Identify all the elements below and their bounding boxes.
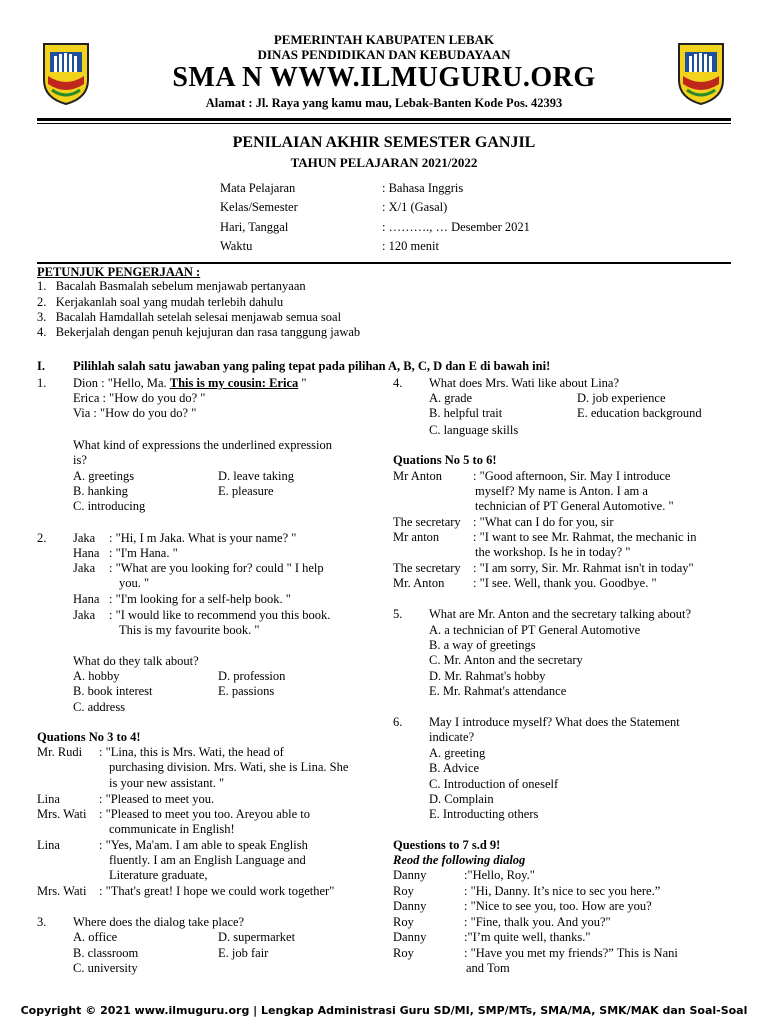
questions-heading: Questions to 7 s.d 9! <box>393 838 501 852</box>
dialog-line: : "Have you met my friends?” This is Nani <box>464 946 678 960</box>
instruction-item: 2. Kerjakanlah soal yang mudah terlebih dahulu <box>37 295 284 309</box>
question-text: May I introduce myself? What does the Statement <box>429 715 680 729</box>
option-d: D. Complain <box>429 792 494 806</box>
speaker: Mr anton <box>393 530 440 544</box>
dialog-line: you. " <box>119 576 150 590</box>
dialog-line: : "I see. Well, thank you. Goodbye. " <box>473 576 657 590</box>
section-number: I. <box>37 359 45 373</box>
speaker: Mr Anton <box>393 469 442 483</box>
meta-subject: Mata Pelajaran : Bahasa Inggris <box>220 181 464 195</box>
option-e: E. pleasure <box>218 484 274 498</box>
option-d: D. leave taking <box>218 469 295 483</box>
question-text: What does Mrs. Wati like about Lina? <box>429 376 620 390</box>
question-number: 1. <box>37 376 47 390</box>
dialog-line: purchasing division. Mrs. Wati, she is Lina. She <box>109 760 349 774</box>
option-b: B. classroom <box>73 946 139 960</box>
question-number: 5. <box>393 607 403 621</box>
meta-date: Hari, Tanggal : ………., … Desember 2021 <box>220 220 530 234</box>
dialog-line: : "What can I do for you, sir <box>473 515 614 529</box>
question-number: 3. <box>37 915 47 929</box>
dialog-line: Dion : "Hello, Ma. This is my cousin: Erica " <box>73 376 307 390</box>
questions-heading: Quations No 3 to 4! <box>37 730 141 744</box>
instructions-title: PETUNJUK PENGERJAAN : <box>37 265 201 279</box>
dialog-line: : "I'm looking for a self-help book. " <box>109 592 291 606</box>
option-e: E. Mr. Rahmat's attendance <box>429 684 567 698</box>
dialog-line: : "Hi, I m Jaka. What is your name? " <box>109 531 297 545</box>
speaker: Mr. Anton <box>393 576 445 590</box>
option-c: C. Mr. Anton and the secretary <box>429 653 583 667</box>
dept-name: DINAS PENDIDIKAN DAN KEBUDAYAAN <box>257 47 511 62</box>
question-text: indicate? <box>429 730 475 744</box>
option-d: D. profession <box>218 669 286 683</box>
question-text: is? <box>73 453 87 467</box>
dialog-line: is your new assistant. " <box>109 776 225 790</box>
dialog-line: : "Hi, Danny. It’s nice to sec you here.” <box>464 884 661 898</box>
header-rule-thin <box>37 123 731 124</box>
dialog-line: :"Hello, Roy." <box>464 868 535 882</box>
dialog-line: :"I’m quite well, thanks." <box>464 930 591 944</box>
dialog-line: : "I'm Hana. " <box>109 546 178 560</box>
option-d: D. supermarket <box>218 930 296 944</box>
reading-instruction: Reod the following dialog <box>393 853 526 867</box>
question-number: 6. <box>393 715 403 729</box>
dialog-line: myself? My name is Anton. I am a <box>475 484 648 498</box>
speaker: Jaka <box>73 561 96 575</box>
dialog-line: Erica : "How do you do? " <box>73 391 206 405</box>
instruction-item: 4. Bekerjalah dengan penuh kejujuran dan rasa tanggung jawab <box>37 325 361 339</box>
question-text: What kind of expressions the underlined expression <box>73 438 332 452</box>
exam-year: TAHUN PELAJARAN 2021/2022 <box>290 155 478 170</box>
dialog-line: : "Fine, thalk you. And you?" <box>464 915 611 929</box>
speaker: Hana <box>73 592 100 606</box>
dialog-line: technician of PT General Automotive. " <box>475 499 674 513</box>
option-b: B. helpful trait <box>429 406 503 420</box>
copyright-footer: Copyright © 2021 www.ilmuguru.org | Lengkap Administrasi Guru SD/MI, SMP/MTs, SMA/MA, SMK/MAK dan Soal-Soal <box>20 1004 748 1017</box>
option-a: A. greeting <box>429 746 486 760</box>
underlined-expression: This is my cousin: Erica <box>169 376 299 390</box>
dialog-line: fluently. I am an English Language and <box>109 853 306 867</box>
speaker: Roy <box>393 884 414 898</box>
option-e: E. passions <box>218 684 275 698</box>
dialog-line: Literature graduate, <box>109 868 208 882</box>
speaker: Danny <box>393 930 427 944</box>
questions-heading: Quations No 5 to 6! <box>393 453 497 467</box>
speaker: Danny <box>393 899 427 913</box>
question-number: 2. <box>37 531 47 545</box>
meta-time: Waktu : 120 menit <box>220 239 439 253</box>
speaker: The secretary <box>393 561 461 575</box>
option-b: B. Advice <box>429 761 479 775</box>
option-c: C. language skills <box>429 423 519 437</box>
dialog-line: communicate in English! <box>109 822 235 836</box>
option-c: C. introducing <box>73 499 146 513</box>
speaker: Mr. Rudi <box>37 745 83 759</box>
option-e: E. education background <box>577 406 702 420</box>
school-name: SMA N WWW.ILMUGURU.ORG <box>172 62 596 93</box>
option-a: A. a technician of PT General Automotive <box>429 623 641 637</box>
question-text: Where does the dialog take place? <box>73 915 245 929</box>
speaker: The secretary <box>393 515 461 529</box>
dialog-line: Via : "How do you do? " <box>73 406 197 420</box>
dialog-line: : "What are you looking for? could " I help <box>109 561 324 575</box>
option-e: E. job fair <box>218 946 269 960</box>
dialog-line: : "I want to see Mr. Rahmat, the mechanic in <box>473 530 697 544</box>
option-b: B. book interest <box>73 684 153 698</box>
gov-name: PEMERINTAH KABUPATEN LEBAK <box>273 32 495 47</box>
dialog-line: the workshop. Is he in today? " <box>475 545 631 559</box>
instruction-item: 1. Bacalah Basmalah sebelum menjawab pertanyaan <box>37 279 306 293</box>
option-d: D. Mr. Rahmat's hobby <box>429 669 546 683</box>
dialog-line: : "I am sorry, Sir. Mr. Rahmat isn't in today" <box>473 561 694 575</box>
option-a: A. office <box>73 930 118 944</box>
instruction-item: 3. Bacalah Hamdallah setelah selesai menjawab semua soal <box>37 310 342 324</box>
speaker: Lina <box>37 792 60 806</box>
dialog-line: : "Yes, Ma'am. I am able to speak English <box>99 838 308 852</box>
question-number: 4. <box>393 376 403 390</box>
option-b: B. hanking <box>73 484 128 498</box>
dialog-line: This is my favourite book. " <box>119 623 260 637</box>
dialog-line: : "Lina, this is Mrs. Wati, the head of <box>99 745 284 759</box>
dialog-line: : "I would like to recommend you this book. <box>109 608 331 622</box>
speaker: Roy <box>393 915 414 929</box>
question-text: What do they talk about? <box>73 654 199 668</box>
option-d: D. job experience <box>577 391 666 405</box>
school-address: Alamat : Jl. Raya yang kamu mau, Lebak-Banten Kode Pos. 42393 <box>205 96 563 110</box>
dialog-line: : "Pleased to meet you too. Areyou able to <box>99 807 310 821</box>
option-b: B. a way of greetings <box>429 638 536 652</box>
speaker: Mrs. Wati <box>37 884 87 898</box>
meta-class: Kelas/Semester : X/1 (Gasal) <box>220 200 448 214</box>
meta-rule <box>37 262 731 264</box>
dialog-line: : "Pleased to meet you. <box>99 792 215 806</box>
speaker: Mrs. Wati <box>37 807 87 821</box>
option-c: C. address <box>73 700 126 714</box>
speaker: Danny <box>393 868 427 882</box>
speaker: Jaka <box>73 608 96 622</box>
option-a: A. greetings <box>73 469 135 483</box>
option-c: C. Introduction of oneself <box>429 777 559 791</box>
dialog-line: : "That's great! I hope we could work together" <box>99 884 335 898</box>
header-rule <box>37 118 731 121</box>
option-a: A. hobby <box>73 669 120 683</box>
option-a: A. grade <box>429 391 473 405</box>
section-instruction: Pilihlah salah satu jawaban yang paling tepat pada pilihan A, B, C, D dan E di bawah ini! <box>73 359 551 373</box>
speaker: Roy <box>393 946 414 960</box>
speaker: Hana <box>73 546 100 560</box>
option-c: C. university <box>73 961 138 975</box>
speaker: Lina <box>37 838 60 852</box>
option-e: E. Introducting others <box>429 807 539 821</box>
exam-title: PENILAIAN AKHIR SEMESTER GANJIL <box>232 134 536 151</box>
speaker: Jaka <box>73 531 96 545</box>
question-text: What are Mr. Anton and the secretary talking about? <box>429 607 692 621</box>
dialog-line: and Tom <box>466 961 510 975</box>
dialog-line: : "Nice to see you, too. How are you? <box>464 899 652 913</box>
dialog-line: : "Good afternoon, Sir. May I introduce <box>473 469 671 483</box>
